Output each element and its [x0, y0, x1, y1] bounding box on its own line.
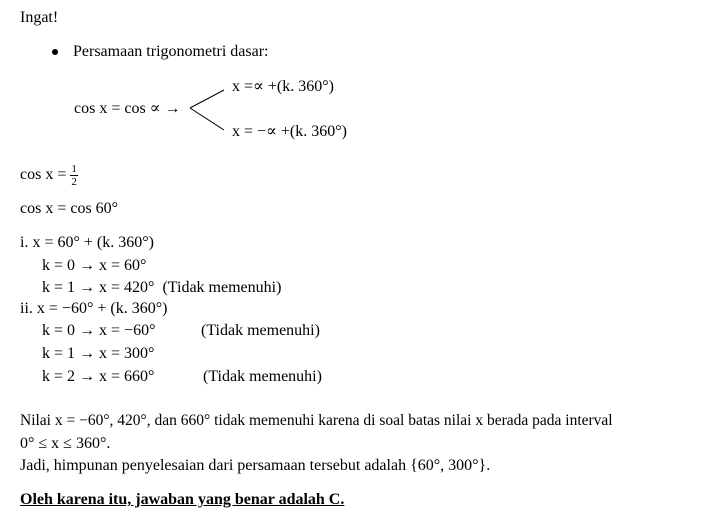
fraction-denominator: 2	[71, 175, 77, 188]
case2-head: ii. x = −60° + (k. 360°)	[20, 300, 168, 317]
explanation-line3: Jadi, himpunan penyelesaian dari persamaan tersebut adalah {60°, 300°}.	[20, 457, 491, 474]
case1-line2	[42, 278, 281, 298]
conclusion: Oleh karena itu, jawaban yang benar adalah C.	[20, 491, 345, 508]
basic-eq-branch-bottom: x = −∝ +(k. 360°)	[232, 123, 347, 140]
given-equation	[20, 160, 78, 190]
bullet-dot	[52, 49, 58, 55]
explanation-line2: 0° ≤ x ≤ 360°.	[20, 435, 111, 452]
branch-line-top	[190, 90, 224, 108]
branch-line-bottom	[190, 108, 224, 130]
case1-line1: k = 0 → x = 60°	[42, 257, 147, 274]
case2-line1-note: (Tidak memenuhi)	[201, 322, 320, 339]
basic-eq-branch-top: x =∝ +(k. 360°)	[232, 78, 334, 95]
given-equation-2: cos x = cos 60°	[20, 200, 119, 217]
case2-line2: k = 1 → x = 300°	[42, 345, 155, 362]
bullet-text: Persamaan trigonometri dasar:	[73, 43, 269, 60]
case1-line2-eq: k = 1 → x = 420°	[42, 279, 155, 296]
given-lhs: cos x =	[20, 166, 67, 183]
branch-lines	[180, 84, 230, 134]
basic-eq-lhs: cos x = cos ∝ →	[74, 100, 181, 117]
fraction	[70, 163, 78, 188]
case1-head: i. x = 60° + (k. 360°)	[20, 234, 154, 251]
case2-line1: k = 0 → x = −60°	[42, 322, 156, 339]
heading: Ingat!	[20, 9, 59, 26]
case2-line3: k = 2 → x = 660°	[42, 368, 155, 385]
explanation-line1: Nilai x = −60°, 420°, dan 660° tidak memenuhi karena di soal batas nilai x berada pada interval	[20, 412, 613, 429]
case2-line3-note: (Tidak memenuhi)	[203, 368, 322, 385]
fraction-numerator: 1	[71, 162, 77, 175]
case1-line2-note: (Tidak memenuhi)	[162, 279, 282, 296]
